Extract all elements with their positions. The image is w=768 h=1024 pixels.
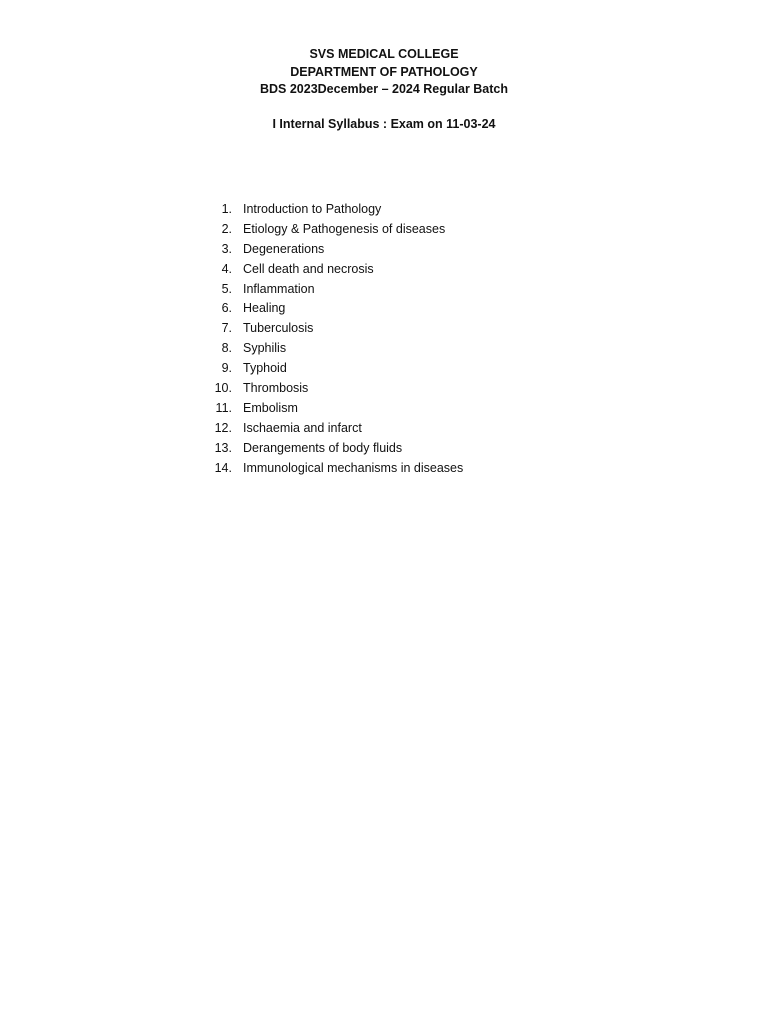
list-item-label: Introduction to Pathology: [243, 201, 382, 216]
list-item-label: Cell death and necrosis: [243, 261, 374, 276]
list-item-number: 5.: [221, 281, 232, 296]
list-item: [204, 279, 463, 299]
list-item: [204, 298, 463, 318]
list-item-number: 11.: [215, 400, 232, 415]
list-item: [204, 219, 463, 239]
list-item-number: 13.: [214, 440, 232, 455]
list-item: [204, 259, 463, 279]
syllabus-list: [204, 199, 463, 477]
list-item-number: 9.: [221, 361, 232, 376]
list-item-number: 6.: [221, 301, 232, 316]
list-item-number: 7.: [221, 321, 232, 336]
list-item-label: Etiology & Pathogenesis of diseases: [243, 221, 446, 236]
list-item: [204, 358, 463, 378]
list-item-label: Degenerations: [243, 241, 325, 256]
list-item-label: Ischaemia and infarct: [243, 420, 362, 435]
batch-title: BDS 2023December – 2024 Regular Batch: [259, 82, 509, 96]
list-item-number: 3.: [221, 241, 232, 256]
list-item-label: Healing: [243, 301, 286, 316]
list-item-label: Derangements of body fluids: [243, 440, 403, 455]
list-item-label: Tuberculosis: [243, 321, 314, 336]
exam-title: I Internal Syllabus : Exam on 11-03-24: [272, 117, 496, 131]
list-item-number: 12.: [214, 420, 232, 435]
list-item-number: 1.: [221, 201, 232, 216]
list-item-number: 8.: [221, 341, 232, 356]
list-item-number: 2.: [221, 221, 232, 236]
list-item-label: Embolism: [243, 400, 298, 415]
list-item-label: Syphilis: [243, 341, 287, 356]
list-item-label: Typhoid: [243, 361, 287, 376]
document-header: [0, 46, 768, 99]
department-name: DEPARTMENT OF PATHOLOGY: [290, 64, 478, 79]
list-item: [204, 438, 463, 458]
list-item: [204, 239, 463, 259]
list-item: [204, 318, 463, 338]
list-item-number: 14.: [214, 460, 232, 475]
list-item: [204, 418, 463, 438]
college-name: SVS MEDICAL COLLEGE: [309, 47, 459, 61]
list-item-label: Inflammation: [243, 281, 315, 296]
list-item: [204, 378, 463, 398]
list-item: [204, 199, 463, 219]
list-item: [204, 338, 463, 358]
list-item-label: Thrombosis: [243, 380, 309, 395]
list-item: [204, 398, 463, 418]
list-item: [204, 458, 463, 478]
list-item-number: 4.: [221, 261, 232, 276]
list-item-label: Immunological mechanisms in diseases: [243, 460, 464, 475]
list-item-number: 10.: [214, 380, 232, 395]
